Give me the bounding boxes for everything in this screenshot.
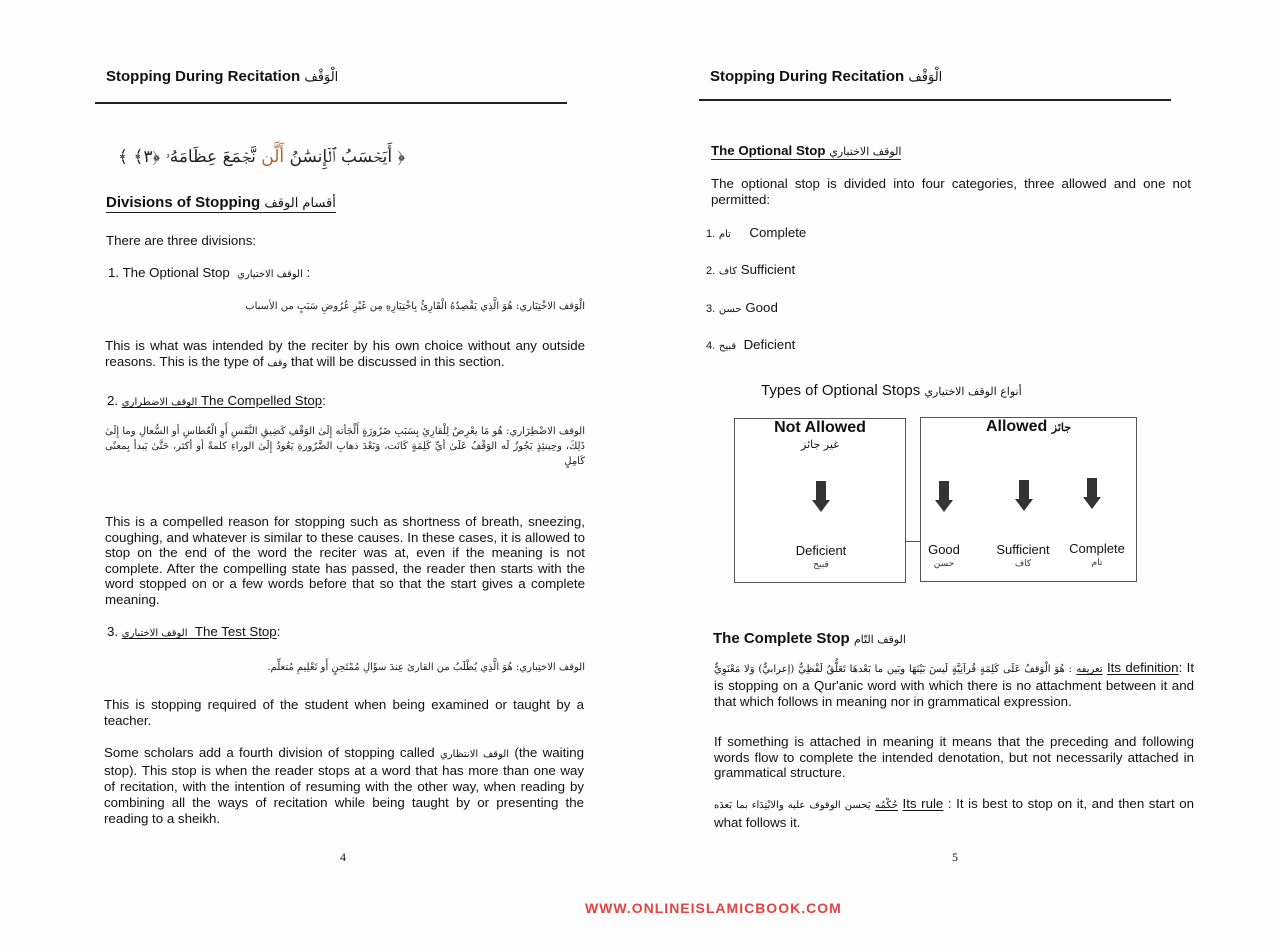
down-arrow-icon [935, 481, 953, 515]
allowed-title [921, 418, 1136, 437]
allowed-item-ar: تام [1091, 558, 1103, 568]
allowed-title-ar: جائز [1051, 421, 1072, 434]
down-arrow-icon [812, 481, 830, 515]
allowed-item-ar: حسن [933, 559, 955, 569]
not-allowed-title-ar: غير جائز [801, 438, 839, 451]
running-head-title-ar: الْوَقْف [304, 70, 339, 85]
text: Some scholars add a fourth division of stopping called [104, 745, 435, 760]
division-3-explanation: This is stopping required of the student when being examined or taught by a teacher. [104, 697, 584, 728]
section-heading-ar: أقسام الوقف [264, 196, 336, 211]
running-head-title: Stopping During Recitation [106, 68, 301, 85]
division-2-explanation: This is a compelled reason for stopping such as shortness of breath, sneezing, coughing, and whatever is similar to these causes. In these cases, it is allowed to stop on the end of the word the reciter was at, even if the meaning is not complete. After the compelling state has passed, the reader then starts with the word stopped on or a few words before that so that the start gives a complete meaning. [105, 514, 585, 607]
category-en: Sufficient [740, 262, 796, 277]
division-number: 2. [107, 393, 119, 408]
text-ar: الوقف الانتظاري [439, 749, 510, 760]
attached-meaning-paragraph: If something is attached in meaning it means that the preceding and following words flow to complete the intended denotation, but not necessarily attached in grammatical structure. [714, 734, 1194, 780]
allowed-item-label: Good [928, 542, 960, 557]
category-number: 2. [706, 265, 716, 277]
allowed-item-label: Complete [1069, 541, 1125, 556]
text-ar: وقف [267, 357, 288, 369]
text: (the waiting stop). This stop is when the reader stops at a word that has more than one way of recitation, with the intention of resuming with the other way, when reading by combining all the ways of recitation while being taught by or presenting the reading to a sheikh. [104, 745, 585, 826]
rule-ar: يَحسن الوقوف عليه والابْتِدَاء بما بَعدَه [714, 800, 871, 811]
allowed-item-ar: كاف [1014, 559, 1032, 569]
header-rule [699, 99, 1171, 101]
verse-highlight: أَلَّن [261, 147, 285, 167]
colon: : [322, 393, 326, 408]
running-head [710, 68, 942, 85]
not-allowed-box [734, 418, 906, 583]
optional-stop-intro: The optional stop is divided into four categories, three allowed and one not permitted: [711, 176, 1191, 207]
text: This is what was intended by the reciter by his own choice without any outside reasons. This is the type of [105, 338, 585, 369]
section-heading [106, 194, 336, 213]
category-item [706, 337, 795, 352]
intro-text: There are three divisions: [106, 233, 257, 248]
allowed-title-en: Allowed [985, 418, 1048, 435]
category-ar: قبيح [718, 341, 737, 352]
text: that will be discussed in this section. [291, 353, 505, 369]
category-ar: كاف [718, 266, 738, 277]
verse-part: ﴿ أَيَحۡسَبُ ٱلۡإِنسَٰنُ [284, 147, 405, 167]
category-item [706, 262, 795, 277]
header-rule [95, 102, 567, 104]
running-head-title: Stopping During Recitation [710, 68, 905, 85]
watermark: WWW.ONLINEISLAMICBOOK.COM [585, 900, 842, 916]
definition-ar: : هُوَ الْوَقفُ عَلَى كَلِمَةٍ قُرآنِيَّةٍ لَيسَ بَيْنَهَا وبَين ما بَعْدهَا تَعَلُّقٌ لَفْظِيٌّ (إعرابيٌّ) وَلا مَعْنَوِيٌّ [714, 664, 1072, 675]
heading-ar: الوقف التّام [853, 633, 906, 646]
category-item [706, 225, 806, 240]
diagram-connector [906, 541, 920, 542]
not-allowed-item-label: Deficient [795, 543, 847, 558]
division-title: The Test Stop [194, 624, 277, 639]
verse-part: نَّجۡمَعَ عِظَامَهُۥ ﴿٣﴾ ﴾ [118, 147, 262, 167]
section-heading-en: Divisions of Stopping [106, 194, 261, 211]
diagram-title-en: Types of Optional Stops [761, 382, 921, 399]
allowed-item-label: Sufficient [996, 542, 1050, 557]
fourth-division-paragraph [104, 745, 584, 827]
division-1-explanation [105, 338, 585, 371]
category-number: 4. [706, 340, 716, 352]
category-ar: حسن [718, 304, 742, 315]
not-allowed-title: Not Allowed [774, 419, 866, 436]
division-number: 1. [108, 265, 120, 280]
rule-ar-label: حُكْمُه [875, 800, 898, 811]
not-allowed-item-ar: قبيح [813, 560, 829, 570]
division-3-definition-ar: الوقف الاختِباري: هُوَ الَّذِي يُطْلَبُ من القارئ عِندَ سؤَالِ مُمْتَحِنٍ أَو تَعْلِيمِ مُتعلِّم. [267, 662, 585, 673]
diagram-title-ar: أنواع الوقف الاختياري [924, 385, 1022, 398]
category-item [706, 300, 778, 315]
category-en: Good [745, 300, 778, 315]
category-en: Complete [749, 225, 807, 240]
heading-en: The Complete Stop [713, 630, 850, 647]
division-1-heading [108, 265, 310, 280]
colon: : [306, 265, 311, 280]
heading-ar: الوقف الاختياري [829, 145, 902, 158]
definition-ar-label: تعريفه [1076, 664, 1103, 675]
page-number: 4 [340, 850, 346, 864]
division-3-heading [107, 624, 280, 639]
complete-stop-heading [713, 630, 906, 647]
diagram-title [761, 382, 1022, 399]
division-1-definition-ar: الْوَقف الاخْتِيَاري: هُوَ الَّذِي يَقْصِدُهُ الْقَارِئُ بِاخْتِيَارِهِ مِن غَيْرِ عُرُوضِ سَبَبٍ من الأسباب [245, 301, 585, 312]
rule-label: Its rule [902, 796, 944, 811]
definition-text: : It is stopping on a Qur'anic word with which there is no attachment between it and that which follows in meaning nor in grammatical expression. [714, 660, 1195, 709]
page-number: 5 [952, 850, 958, 864]
category-number: 1. [706, 228, 716, 240]
division-title-ar: الوقف الاضطراري [121, 397, 198, 408]
category-number: 3. [706, 303, 716, 315]
running-head-title-ar: الْوَقْف [908, 70, 943, 85]
running-head [106, 68, 338, 85]
division-title: The Compelled Stop [200, 393, 323, 408]
division-title: The Optional Stop [122, 265, 230, 280]
division-title-ar: الوقف الاختياري [237, 269, 303, 280]
division-2-heading [107, 393, 326, 408]
division-title-ar: الوقف الاختباري [121, 628, 188, 639]
heading-en: The Optional Stop [711, 143, 826, 158]
allowed-box [920, 417, 1137, 582]
complete-stop-rule [714, 795, 1194, 831]
division-number: 3. [107, 624, 119, 639]
complete-stop-definition [714, 660, 1194, 710]
down-arrow-icon [1083, 478, 1101, 512]
optional-stop-heading [711, 143, 901, 160]
definition-label: Its definition [1106, 660, 1179, 675]
category-ar: تام [718, 229, 731, 240]
category-en: Deficient [743, 337, 796, 352]
division-2-definition-ar: الوقف الاضْطِرَاري: هُو مَا يعْرِضُ لِلْقارِئِ بِسَبَبِ ضَرُورَةٍ أَلْجَأته إِلَىٰ الوَقْفِ كَضِيقِ النَّفَسِ أَوِ الْعُطاسِ أو السُّعالِ وما إِلَىٰ ذَلِكَ، وحِينئِذٍ يَجُوزُ لَه الوَقْفُ عَلَىٰ أيِّ كَلِمَةٍ كَانَت، وَبَعْدَ ذهابِ الضَّرُورةِ يَعُودُ إِلَىٰ الوراءِ كلمةً أو أكثر، حَتَّىٰ يَبدأ بِمعنًى كَامِلٍ [105, 426, 585, 467]
right-page [640, 0, 1280, 945]
down-arrow-icon [1015, 480, 1033, 514]
colon: : [276, 624, 281, 639]
quran-verse [105, 146, 405, 167]
rule-text: : It is best to stop on it, and then start on what follows it. [714, 796, 1195, 830]
